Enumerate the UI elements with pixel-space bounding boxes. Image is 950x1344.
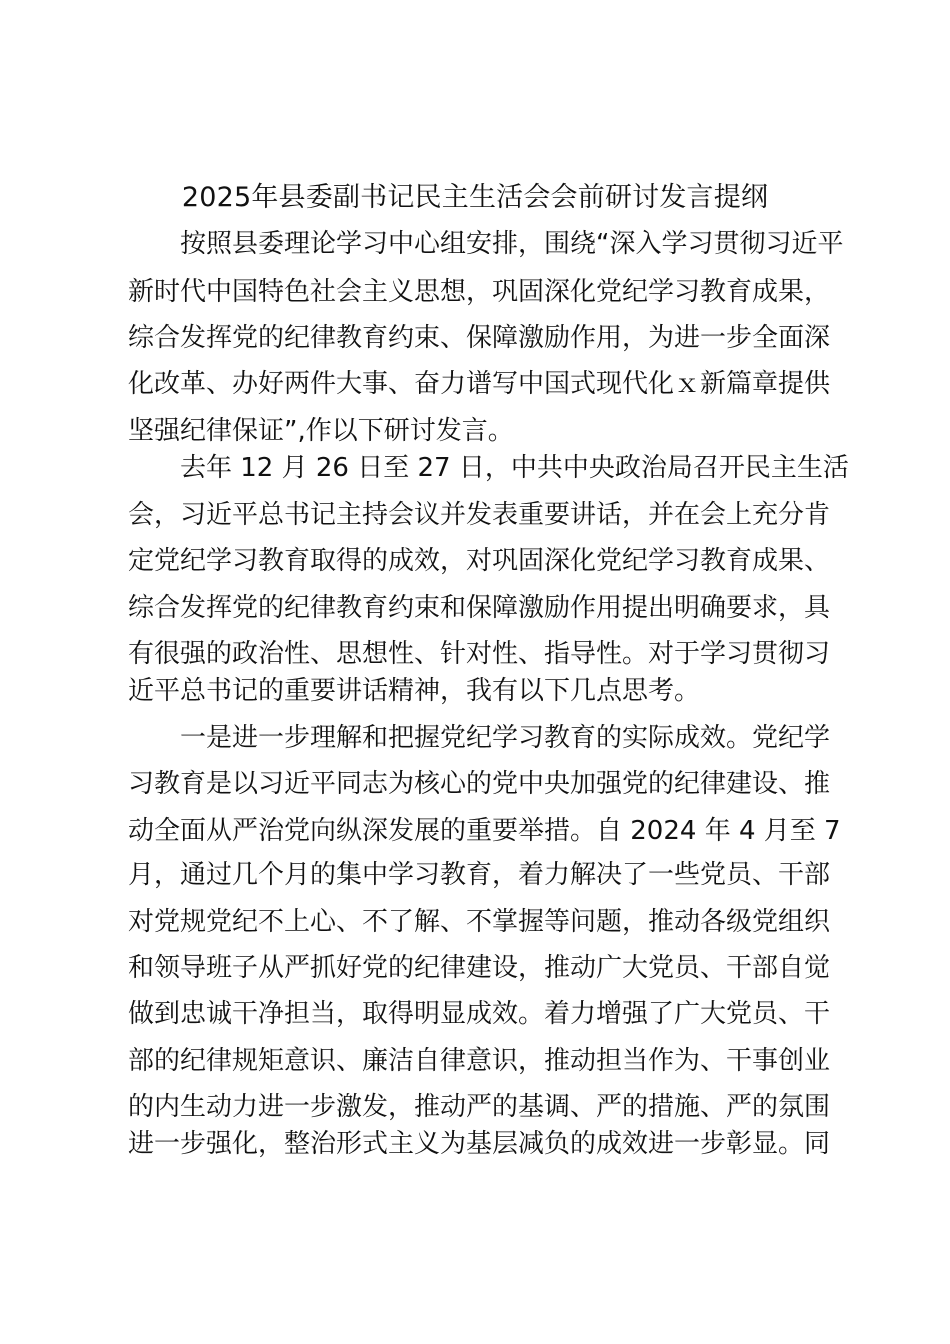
paragraph-3-line-5: 对党规党纪不上心、不了解、不掌握等问题，推动各级党组织: [128, 907, 831, 937]
paragraph-3-line-6: 和领导班子从严抓好党的纪律建设，推动广大党员、干部自觉: [128, 953, 831, 983]
document-title: 2025年县委副书记民主生活会会前研讨发言提纲: [181, 182, 769, 213]
paragraph-1-line-5: 坚强纪律保证”,作以下研讨发言。: [128, 416, 514, 446]
paragraph-3-line-2: 习教育是以习近平同志为核心的党中央加强党的纪律建设、推: [128, 769, 831, 799]
paragraph-1-line-2: 新时代中国特色社会主义思想，巩固深化党纪学习教育成果，: [128, 277, 831, 307]
paragraph-2-line-2: 会，习近平总书记主持会议并发表重要讲话，并在会上充分肯: [128, 500, 831, 530]
paragraph-2-line-4: 综合发挥党的纪律教育约束和保障激励作用提出明确要求，具: [128, 593, 831, 623]
paragraph-3-line-1: 一是进一步理解和把握党纪学习教育的实际成效。党纪学: [180, 723, 831, 753]
paragraph-3-line-3: 动全面从严治党向纵深发展的重要举措。自 2024 年 4 月至 7: [128, 816, 841, 846]
paragraph-2-line-6: 近平总书记的重要讲话精神，我有以下几点思考。: [128, 676, 701, 706]
paragraph-2-line-1: 去年 12 月 26 日至 27 日，中共中央政治局召开民主生活: [180, 453, 849, 483]
paragraph-2-line-3: 定党纪学习教育取得的成效，对巩固深化党纪学习教育成果、: [128, 546, 831, 576]
paragraph-2-line-5: 有很强的政治性、思想性、针对性、指导性。对于学习贯彻习: [128, 639, 831, 669]
paragraph-3-line-8: 部的纪律规矩意识、廉洁自律意识，推动担当作为、干事创业: [128, 1046, 831, 1076]
paragraph-3-line-10: 进一步强化，整治形式主义为基层减负的成效进一步彰显。同: [128, 1129, 831, 1159]
paragraph-1-line-3: 综合发挥党的纪律教育约束、保障激励作用，为进一步全面深: [128, 323, 831, 353]
paragraph-3-line-4: 月，通过几个月的集中学习教育，着力解决了一些党员、干部: [128, 860, 831, 890]
paragraph-3-line-7: 做到忠诚干净担当，取得明显成效。着力增强了广大党员、干: [128, 999, 831, 1029]
paragraph-1-line-1: 按照县委理论学习中心组安排，围绕“深入学习贯彻习近平: [180, 229, 844, 259]
paragraph-3-line-9: 的内生动力进一步激发，推动严的基调、严的措施、严的氛围: [128, 1092, 831, 1122]
paragraph-1-line-4: 化改革、办好两件大事、奋力谱写中国式现代化ｘ新篇章提供: [128, 369, 831, 399]
